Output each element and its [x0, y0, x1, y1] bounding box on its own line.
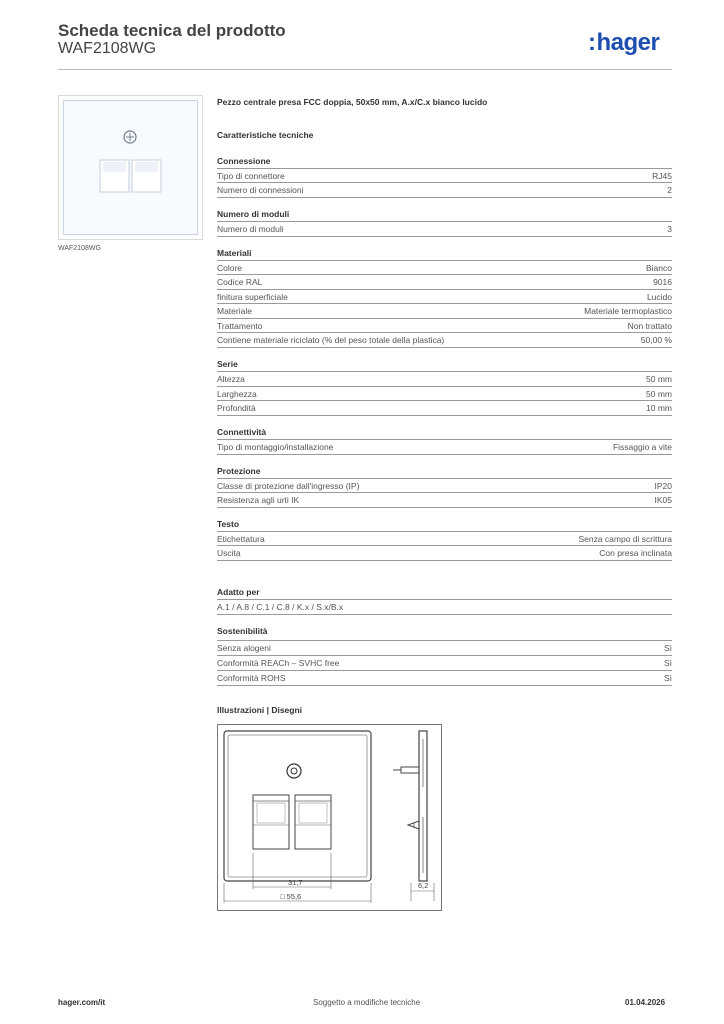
- spec-label: Altezza: [217, 374, 245, 384]
- spec-label: Resistenza agli urti IK: [217, 495, 300, 505]
- drawings-heading: Illustrazioni | Disegni: [217, 705, 303, 715]
- spec-row: [217, 332, 672, 348]
- section-title: Sostenibilità: [217, 626, 268, 636]
- socket-illustration: [64, 101, 197, 234]
- spec-value: 50 mm: [646, 389, 672, 399]
- spec-value: Sì: [663, 643, 672, 653]
- spec-label: Numero di moduli: [217, 224, 284, 234]
- header-divider: [58, 69, 672, 70]
- section-title: Adatto per: [217, 587, 260, 597]
- hager-logo: :hager: [588, 29, 660, 56]
- section-title: Connessione: [217, 156, 271, 166]
- spec-value: IK05: [654, 495, 672, 505]
- spec-row: [217, 371, 672, 386]
- footer-website-link[interactable]: hager.com/it: [58, 998, 106, 1007]
- spec-row: [217, 168, 672, 183]
- spec-label: Uscita: [217, 548, 241, 558]
- spec-row: [217, 303, 672, 318]
- spec-value: 50,00 %: [640, 335, 672, 345]
- spec-label: Tipo di montaggio/installazione: [217, 442, 334, 452]
- spec-label: Contiene materiale riciclato (% del peso totale della plastica): [217, 335, 445, 345]
- section-title: Protezione: [217, 466, 261, 476]
- spec-value: Non trattato: [627, 321, 672, 331]
- spec-value: 50 mm: [646, 374, 672, 384]
- spec-label: finitura superficiale: [217, 292, 288, 302]
- spec-label: Senza alogeni: [217, 643, 271, 653]
- spec-value: Fissaggio a vite: [612, 442, 672, 452]
- section-title: Numero di moduli: [217, 209, 290, 219]
- spec-row: [217, 260, 672, 275]
- spec-label: Etichettatura: [217, 534, 265, 544]
- spec-value: Materiale termoplastico: [584, 306, 672, 316]
- footer-note: Soggetto a modifiche tecniche: [313, 998, 421, 1007]
- dimension-inner: 31,7: [288, 878, 303, 887]
- spec-row: [217, 670, 672, 686]
- spec-row: [217, 221, 672, 237]
- section-title: Testo: [217, 519, 240, 529]
- spec-value: Bianco: [646, 263, 672, 273]
- spec-row: [217, 182, 672, 198]
- spec-value: IP20: [654, 481, 672, 491]
- spec-row: [217, 318, 672, 333]
- spec-value: Sì: [663, 673, 672, 683]
- product-plate: [63, 100, 198, 235]
- spec-value: 3: [667, 224, 672, 234]
- spec-label: Conformità REACh – SVHC free: [217, 658, 340, 668]
- logo-text: hager: [596, 29, 660, 56]
- dimension-depth: 6,2: [418, 881, 429, 890]
- spec-value: 10 mm: [646, 403, 672, 413]
- spec-row: [217, 439, 672, 455]
- spec-value: 2: [667, 185, 672, 195]
- spec-label: Numero di connessioni: [217, 185, 304, 195]
- spec-label: Trattamento: [217, 321, 263, 331]
- spec-value: Sì: [663, 658, 672, 668]
- spec-row: [217, 655, 672, 670]
- spec-label: Profondità: [217, 403, 256, 413]
- spec-row: [217, 400, 672, 416]
- dimension-outer: □ 55,6: [280, 892, 302, 901]
- page-title: Scheda tecnica del prodotto: [58, 21, 286, 40]
- spec-value: RJ45: [652, 171, 672, 181]
- image-caption: WAF2108WG: [58, 245, 101, 252]
- technical-drawing-svg: [218, 725, 441, 910]
- spec-row: [217, 545, 672, 561]
- spec-label: Larghezza: [217, 389, 257, 399]
- footer-date: 01.04.2026: [625, 998, 666, 1007]
- spec-label: Tipo di connettore: [217, 171, 285, 181]
- product-code: WAF2108WG: [58, 40, 157, 57]
- spec-row: [217, 599, 672, 615]
- section-title: Serie: [217, 359, 238, 369]
- spec-label: Codice RAL: [217, 277, 263, 287]
- spec-row: [217, 478, 672, 493]
- spec-row: [217, 289, 672, 304]
- product-image: [58, 95, 203, 240]
- spec-value: Con presa inclinata: [599, 548, 672, 558]
- spec-row: [217, 386, 672, 401]
- product-description: Pezzo centrale presa FCC doppia, 50x50 mm, A.x/C.x bianco lucido: [217, 97, 488, 107]
- section-title: Materiali: [217, 248, 252, 258]
- characteristics-heading: Caratteristiche tecniche: [217, 130, 314, 140]
- spec-row: [217, 274, 672, 289]
- spec-value: Senza campo di scrittura: [578, 534, 672, 544]
- section-title: Connettività: [217, 427, 267, 437]
- spec-value: Lucido: [646, 292, 672, 302]
- spec-label: Materiale: [217, 306, 252, 316]
- spec-row: [217, 492, 672, 508]
- spec-label: Colore: [217, 263, 243, 273]
- spec-label: Classe di protezione dall'ingresso (IP): [217, 481, 360, 491]
- spec-row: [217, 640, 672, 655]
- spec-value: 9016: [653, 277, 672, 287]
- technical-drawing: [217, 724, 442, 911]
- spec-row: [217, 531, 672, 546]
- spec-label: A.1 / A.8 / C.1 / C.8 / K.x / S.x/B.x: [217, 602, 344, 612]
- spec-label: Conformità ROHS: [217, 673, 286, 683]
